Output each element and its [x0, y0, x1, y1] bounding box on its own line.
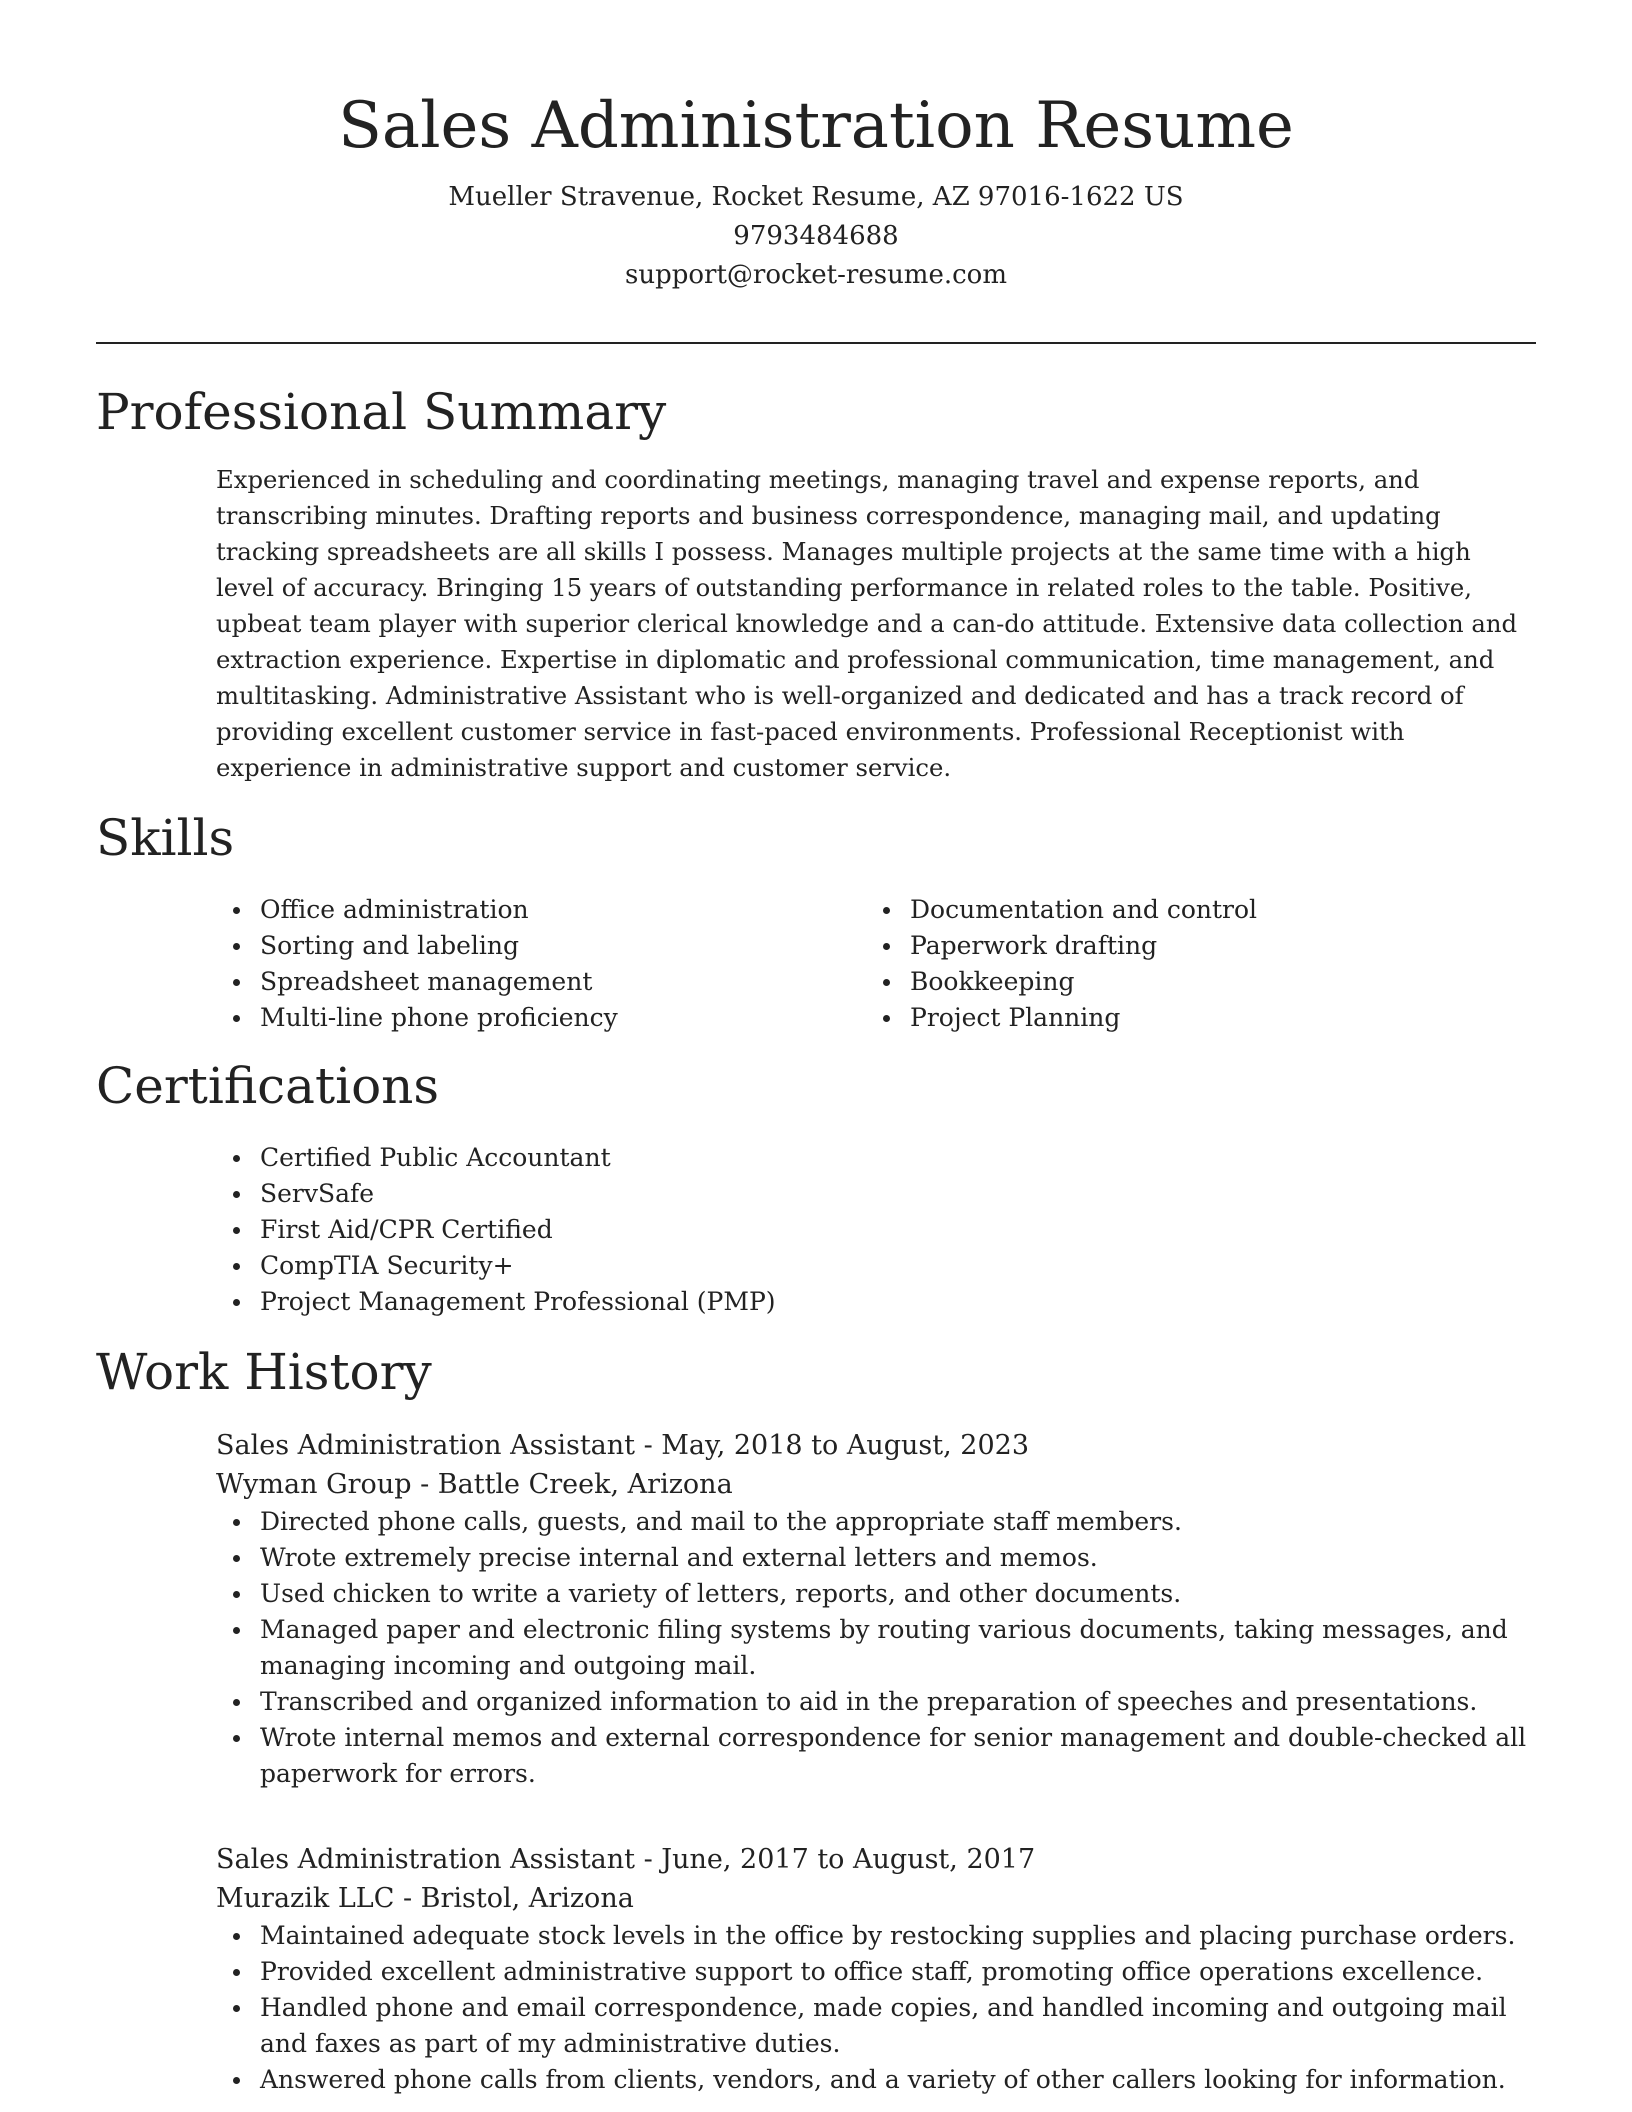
resume-header	[0, 0, 1632, 295]
skill-item: Documentation and control	[866, 892, 1466, 928]
job-duties-list	[216, 1918, 1536, 2098]
skill-item: Sorting and labeling	[216, 928, 816, 964]
skill-item: Project Planning	[866, 1000, 1466, 1036]
certification-item: Certified Public Accountant	[216, 1140, 1536, 1176]
job-duty-item: Directed phone calls, guests, and mail to the appropriate staff members.	[216, 1504, 1536, 1540]
skill-item: Multi-line phone proficiency	[216, 1000, 816, 1036]
job-title-line: Sales Administration Assistant - May, 2018 to August, 2023	[216, 1430, 1029, 1461]
job-duty-item: Wrote extremely precise internal and external letters and memos.	[216, 1540, 1536, 1576]
job-company-line: Wyman Group - Battle Creek, Arizona	[216, 1469, 733, 1500]
certification-item: Project Management Professional (PMP)	[216, 1284, 1536, 1320]
skill-item: Spreadsheet management	[216, 964, 816, 1000]
job-duty-item: Used chicken to write a variety of letters, reports, and other documents.	[216, 1576, 1536, 1612]
page-title: Sales Administration Resume	[338, 89, 1294, 163]
job-entry	[216, 1840, 1536, 2098]
job-duty-item: Provided excellent administrative support to office staff, promoting office operations excellence.	[216, 1954, 1536, 1990]
job-duty-item: Maintained adequate stock levels in the office by restocking supplies and placing purchase orders.	[216, 1918, 1536, 1954]
certification-item: First Aid/CPR Certified	[216, 1212, 1536, 1248]
job-entry	[216, 1426, 1536, 1792]
header-divider	[96, 342, 1536, 344]
skills-heading: Skills	[96, 809, 235, 867]
job-duties-list	[216, 1504, 1536, 1792]
skill-item: Office administration	[216, 892, 816, 928]
job-duty-item: Answered phone calls from clients, vendors, and a variety of other callers looking for information.	[216, 2062, 1536, 2098]
contact-phone: 9793484688	[733, 221, 899, 251]
job-duty-item: Managed paper and electronic filing systems by routing various documents, taking messages, and managing incoming and outgoing mail.	[216, 1612, 1536, 1684]
contact-email: support@rocket-resume.com	[624, 260, 1007, 290]
summary-text: Experienced in scheduling and coordinating meetings, managing travel and expense reports, and transcribing minutes. Drafting reports and business correspondence, managing mail, and updating tracking spreadsheets are all skills I possess. Manages multiple projects at the same time with a high level of accuracy. Bringing 15 years of outstanding performance in related roles to the table. Positive, upbeat team player with superior clerical knowledge and a can-do attitude. Extensive data collection and extraction experience. Expertise in diplomatic and professional communication, time management, and multitasking. Administrative Assistant who is well-organized and dedicated and has a track record of providing excellent customer service in fast-paced environments. Professional Receptionist with experience in administrative support and customer service.	[216, 465, 1518, 782]
skill-item: Bookkeeping	[866, 964, 1466, 1000]
certification-item: CompTIA Security+	[216, 1248, 1536, 1284]
skills-list-left	[216, 892, 816, 1036]
contact-info	[0, 178, 1632, 295]
skill-item: Paperwork drafting	[866, 928, 1466, 964]
job-title-line: Sales Administration Assistant - June, 2017 to August, 2017	[216, 1844, 1036, 1875]
certification-item: ServSafe	[216, 1176, 1536, 1212]
job-duty-item: Handled phone and email correspondence, made copies, and handled incoming and outgoing mail and faxes as part of my administrative duties.	[216, 1990, 1536, 2062]
certifications-list	[216, 1140, 1536, 1320]
job-company-line: Murazik LLC - Bristol, Arizona	[216, 1883, 634, 1914]
summary-heading: Professional Summary	[96, 383, 667, 441]
certifications-heading: Certifications	[96, 1057, 440, 1115]
job-duty-item: Wrote internal memos and external correspondence for senior management and double-checked all paperwork for errors.	[216, 1720, 1536, 1792]
skills-list-right	[866, 892, 1466, 1036]
work-history-heading: Work History	[96, 1343, 432, 1401]
job-duty-item: Transcribed and organized information to aid in the preparation of speeches and presentations.	[216, 1684, 1536, 1720]
contact-address: Mueller Stravenue, Rocket Resume, AZ 97016-1622 US	[448, 182, 1184, 212]
